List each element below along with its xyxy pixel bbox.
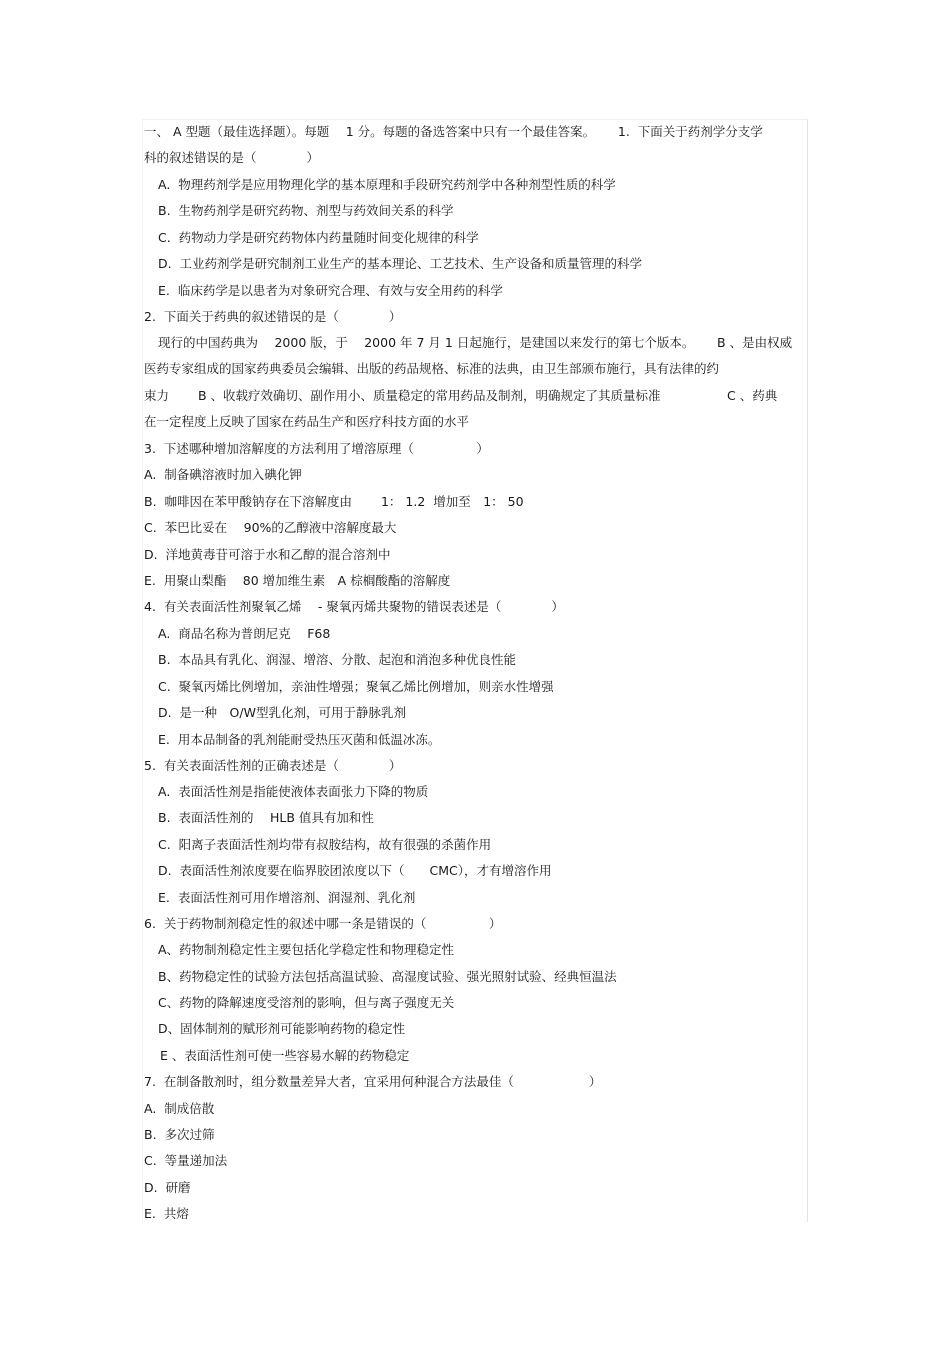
q7-option-d: D. 研磨 — [144, 1180, 191, 1195]
q3-option-d: D. 洋地黄毒苷可溶于水和乙醇的混合溶剂中 — [144, 547, 391, 562]
q2-passage-line-2: 医药专家组成的国家药典委员会编辑、出版的药品规格、标准的法典，由卫生部颁布施行，具有法律的约 — [144, 361, 720, 376]
question-1-stem-cont: 科的叙述错误的是（ ） — [144, 150, 320, 165]
question-2-stem: 2. 下面关于药典的叙述错误的是（ ） — [144, 309, 402, 324]
q5-option-c: C. 阳离子表面活性剂均带有叔胺结构，故有很强的杀菌作用 — [158, 837, 492, 852]
page-frame-right — [807, 119, 808, 1222]
q7-option-c: C. 等量递加法 — [144, 1153, 228, 1168]
q4-option-e: E. 用本品制备的乳剂能耐受热压灭菌和低温冰冻。 — [158, 732, 441, 747]
q3-option-c: C. 苯巴比妥在 90%的乙醇液中溶解度最大 — [144, 520, 397, 535]
q1-option-a: A. 物理药剂学是应用物理化学的基本原理和手段研究药剂学中各种剂型性质的科学 — [158, 177, 616, 192]
q1-option-e: E. 临床药学是以患者为对象研究合理、有效与安全用药的科学 — [158, 283, 503, 298]
q5-option-e: E. 表面活性剂可用作增溶剂、润湿剂、乳化剂 — [158, 890, 416, 905]
q2-passage-line-3: 束力 B 、收载疗效确切、副作用小、质量稳定的常用药品及制剂，明确规定了其质量标准 C 、药典 — [144, 388, 778, 403]
page-frame-top — [142, 119, 807, 120]
q7-option-e: E. 共熔 — [144, 1206, 189, 1221]
q5-option-d: D. 表面活性剂浓度要在临界胶团浓度以下（ CMC），才有增溶作用 — [158, 863, 552, 878]
question-4-stem: 4. 有关表面活性剂聚氧乙烯 - 聚氧丙烯共聚物的错误表述是（ ） — [144, 599, 564, 614]
q4-option-a: A. 商品名称为普朗尼克 F68 — [158, 626, 331, 641]
q3-option-a: A. 制备碘溶液时加入碘化钾 — [144, 467, 302, 482]
question-3-stem: 3. 下述哪种增加溶解度的方法利用了增溶原理（ ） — [144, 441, 489, 456]
q6-option-e: E 、表面活性剂可使一些容易水解的药物稳定 — [160, 1048, 410, 1063]
q7-option-a: A. 制成倍散 — [144, 1101, 215, 1116]
q3-option-b: B. 咖啡因在苯甲酸钠存在下溶解度由 1： 1.2 增加至 1： 50 — [144, 494, 524, 509]
q4-option-d: D. 是一种 O/W型乳化剂，可用于静脉乳剂 — [158, 705, 406, 720]
question-6-stem: 6. 关于药物制剂稳定性的叙述中哪一条是错误的（ ） — [144, 916, 502, 931]
q4-option-c: C. 聚氧丙烯比例增加，亲油性增强；聚氧乙烯比例增加，则亲水性增强 — [158, 679, 554, 694]
q4-option-b: B. 本品具有乳化、润湿、增溶、分散、起泡和消泡多种优良性能 — [158, 652, 516, 667]
q5-option-b: B. 表面活性剂的 HLB 值具有加和性 — [158, 810, 374, 825]
q1-option-b: B. 生物药剂学是研究药物、剂型与药效间关系的科学 — [158, 203, 454, 218]
q6-option-c: C、药物的降解速度受溶剂的影响，但与离子强度无关 — [158, 995, 455, 1010]
q3-option-e: E. 用聚山梨酯 80 增加维生素 A 棕榈酸酯的溶解度 — [144, 573, 451, 588]
question-7-stem: 7. 在制备散剂时，组分数量差异大者，宜采用何种混合方法最佳（ ） — [144, 1074, 602, 1089]
q6-option-a: A、药物制剂稳定性主要包括化学稳定性和物理稳定性 — [158, 942, 455, 957]
q6-option-b: B、药物稳定性的试验方法包括高温试验、高湿度试验、强光照射试验、经典恒温法 — [158, 969, 617, 984]
q7-option-b: B. 多次过筛 — [144, 1127, 215, 1142]
q5-option-a: A. 表面活性剂是指能使液体表面张力下降的物质 — [158, 784, 429, 799]
q1-option-d: D. 工业药剂学是研究制剂工业生产的基本理论、工艺技术、生产设备和质量管理的科学 — [158, 256, 643, 271]
q2-passage-line-1: 现行的中国药典为 2000 版，于 2000 年 7 月 1 日起施行，是建国以来发行的第七个版本。 B 、是由权威 — [158, 335, 793, 350]
section-heading-q1-stem: 一、 A 型题（最佳选择题）。每题 1 分。每题的备选答案中只有一个最佳答案。 1. 下面关于药剂学分支学 — [144, 124, 763, 139]
page-frame-left — [142, 119, 143, 1222]
q6-option-d: D、固体制剂的赋形剂可能影响药物的稳定性 — [158, 1021, 406, 1036]
q2-passage-line-4: 在一定程度上反映了国家在药品生产和医疗科技方面的水平 — [144, 414, 470, 429]
q1-option-c: C. 药物动力学是研究药物体内药量随时间变化规律的科学 — [158, 230, 479, 245]
question-5-stem: 5. 有关表面活性剂的正确表述是（ ） — [144, 758, 402, 773]
